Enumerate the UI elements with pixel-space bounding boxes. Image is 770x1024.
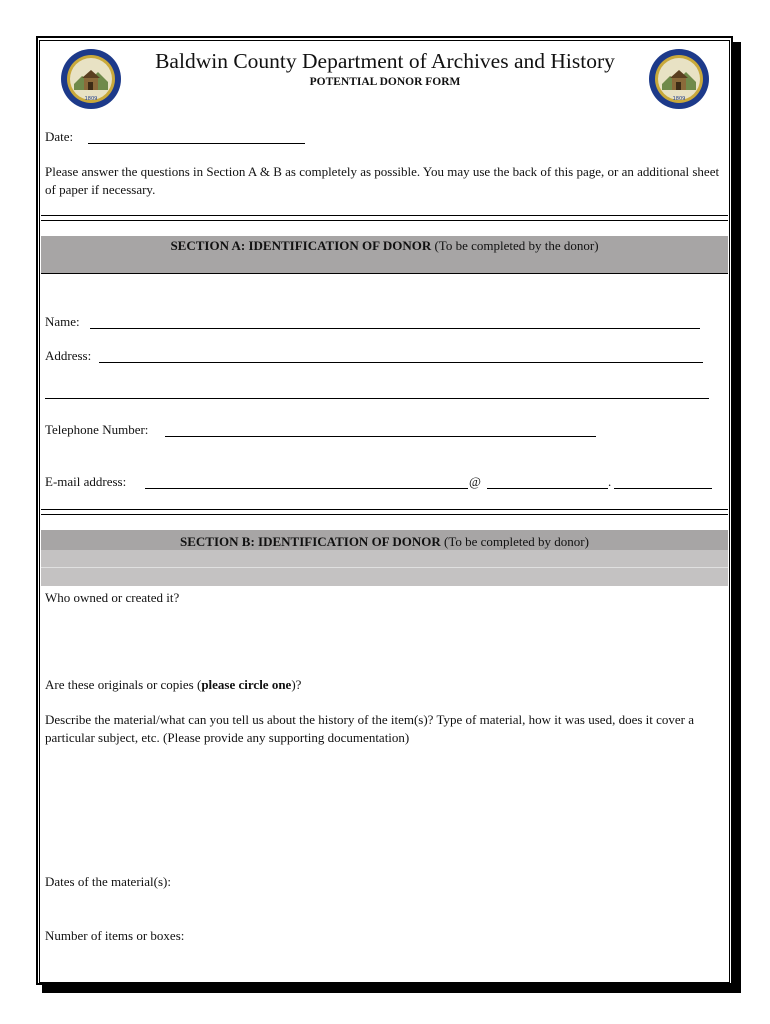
email-label: E-mail address: <box>45 474 127 489</box>
email-user-field[interactable] <box>145 488 468 489</box>
address-field-line-2[interactable] <box>45 398 709 399</box>
section-b-top-rule <box>41 509 728 510</box>
email-dot: . <box>608 474 612 489</box>
address-label: Address: <box>45 348 92 363</box>
address-field[interactable] <box>99 362 703 363</box>
section-a-top-rule <box>41 215 728 216</box>
section-b-heading-bold: SECTION B: IDENTIFICATION OF DONOR <box>180 534 441 549</box>
page-title: Baldwin County Department of Archives and History <box>155 49 615 73</box>
telephone-label: Telephone Number: <box>45 422 149 437</box>
section-a-heading-note: (To be completed by the donor) <box>431 238 599 253</box>
section-b-band-lower <box>41 550 728 586</box>
date-field[interactable] <box>88 143 305 144</box>
email-domain-field[interactable] <box>487 488 608 489</box>
section-b-top-rule-2 <box>41 514 728 515</box>
section-b-heading <box>41 534 728 550</box>
name-label: Name: <box>45 314 80 329</box>
question-originals-end: )? <box>291 677 302 692</box>
form-subtitle: POTENTIAL DONOR FORM <box>309 76 461 88</box>
question-originals <box>45 676 301 694</box>
section-a-bottom-rule <box>41 273 728 274</box>
question-describe: Describe the material/what can you tell us about the history of the item(s)? Type of material, how it was used, does it cover a particular subject, etc. (Please provide any supporting documentation) <box>45 712 695 745</box>
question-originals-text: Are these originals or copies ( <box>45 677 202 692</box>
date-label: Date: <box>45 129 74 144</box>
section-b-heading-note: (To be completed by donor) <box>440 534 589 549</box>
section-b-band-divider <box>41 567 728 568</box>
section-a-heading-bold: SECTION A: IDENTIFICATION OF DONOR <box>170 238 432 253</box>
seal-year-left: 1809 <box>84 96 98 102</box>
name-field[interactable] <box>90 328 700 329</box>
section-a-heading <box>41 238 728 254</box>
question-originals-bold: please circle one <box>201 677 292 692</box>
telephone-field[interactable] <box>165 436 596 437</box>
instructions-text: Please answer the questions in Section A & B as completely as possible. You may use the back of this page, or an additional sheet of paper if necessary. <box>45 164 720 197</box>
seal-year-right: 1809 <box>672 96 686 102</box>
section-a-top-rule-2 <box>41 220 728 221</box>
question-owner: Who owned or created it? <box>45 590 180 605</box>
email-at-sign: @ <box>469 474 481 489</box>
email-tld-field[interactable] <box>614 488 712 489</box>
question-dates: Dates of the material(s): <box>45 874 171 889</box>
question-number: Number of items or boxes: <box>45 928 185 943</box>
